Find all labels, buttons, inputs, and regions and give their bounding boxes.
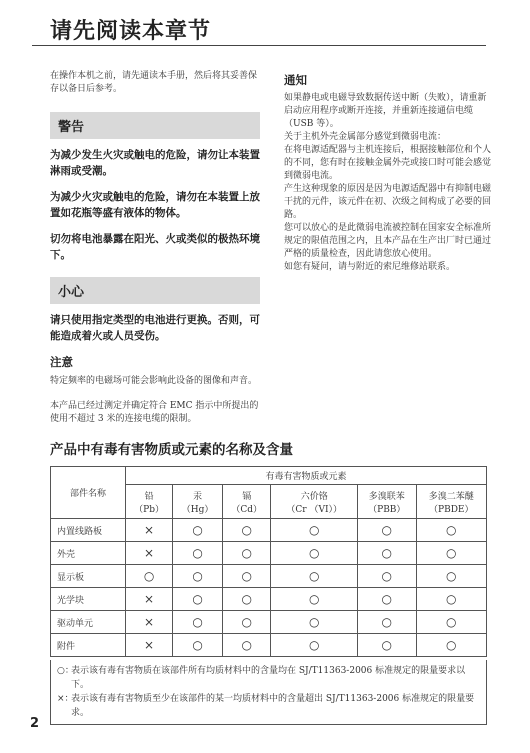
- part-name-cell: 显示板: [51, 565, 126, 588]
- part-name-header: 部件名称: [51, 467, 126, 519]
- value-cell: ×: [126, 634, 173, 657]
- value-cell: ×: [126, 519, 173, 542]
- value-cell: ○: [173, 634, 223, 657]
- value-cell: ○: [416, 519, 486, 542]
- note-item: [57, 664, 480, 692]
- value-cell: ○: [271, 542, 358, 565]
- table-notes: [50, 660, 487, 725]
- value-cell: ○: [271, 611, 358, 634]
- warning-item: 为减少发生火灾或触电的危险，请勿让本装置淋雨或受潮。: [50, 149, 260, 177]
- value-cell: ○: [358, 519, 417, 542]
- value-cell: ○: [173, 542, 223, 565]
- value-cell: ×: [126, 611, 173, 634]
- value-cell: ○: [173, 519, 223, 542]
- note-mark: ○：: [57, 666, 74, 676]
- value-cell: ○: [223, 542, 271, 565]
- note-text: 表示该有毒有害物质在该部件所有均质材料中的含量均在 SJ/T11363-2006 标准规定的限量要求以下。: [71, 666, 466, 690]
- column-header: 汞 （Hg）: [173, 485, 223, 519]
- value-cell: ○: [271, 565, 358, 588]
- value-cell: ○: [416, 565, 486, 588]
- attention-item: 特定频率的电磁场可能会影响此设备的图像和声音。: [50, 376, 258, 386]
- table-row: [51, 542, 487, 565]
- value-cell: ○: [358, 611, 417, 634]
- table-row: [51, 519, 487, 542]
- caution-text: 请只使用指定类型的电池进行更换。否则，可能造成着火或人员受伤。: [50, 314, 260, 342]
- notice-paragraph: 产生这种现象的原因是因为电源适配器中有抑制电磁干扰的元件，该元件在初、次级之间构成了必要的回路。: [284, 184, 492, 220]
- value-cell: ○: [173, 588, 223, 611]
- group-header: 有毒有害物质或元素: [126, 467, 487, 485]
- notice-paragraph: 您可以放心的是此微弱电流被控制在国家安全标准所规定的限值范围之内，且本产品在生产出厂时已通过严格的质量检查，因此请您放心使用。: [284, 223, 492, 259]
- notice-paragraph: 关于主机外壳金属部分感觉到微弱电流：: [284, 132, 447, 142]
- value-cell: ○: [271, 588, 358, 611]
- column-header: 镉 （Cd）: [223, 485, 271, 519]
- table-row: [51, 565, 487, 588]
- note-text: 表示该有毒有害物质至少在该部件的某一均质材料中的含量超出 SJ/T11363-2006 标准规定的限量要求。: [71, 694, 475, 718]
- column-header: 多溴联苯 （PBB）: [358, 485, 417, 519]
- column-header: 多溴二苯醚 （PBDE）: [416, 485, 486, 519]
- value-cell: ○: [358, 588, 417, 611]
- table-title: 产品中有毒有害物质或元素的名称及含量: [50, 442, 293, 458]
- value-cell: ○: [271, 634, 358, 657]
- page-number: 2: [30, 716, 40, 731]
- part-name-cell: 内置线路板: [51, 519, 126, 542]
- hazardous-substances-table: [50, 466, 487, 657]
- table-row: [51, 588, 487, 611]
- value-cell: ○: [416, 542, 486, 565]
- attention-heading: 注意: [50, 355, 73, 369]
- note-mark: ×：: [57, 694, 74, 704]
- value-cell: ○: [173, 611, 223, 634]
- intro-text: 在操作本机之前，请先通读本手册，然后将其妥善保存以备日后参考。: [50, 71, 258, 94]
- value-cell: ○: [223, 634, 271, 657]
- right-column: [284, 72, 494, 274]
- value-cell: ○: [271, 519, 358, 542]
- table-row: [51, 611, 487, 634]
- part-name-cell: 光学块: [51, 588, 126, 611]
- notice-paragraph: 如果静电或电磁导致数据传送中断（失败），请重新启动应用程序或断开连接，并重新连接通信电缆（USB 等）。: [284, 93, 487, 129]
- value-cell: ○: [173, 565, 223, 588]
- warning-item: 为减少火灾或触电的危险，请勿在本装置上放置如花瓶等盛有液体的物体。: [50, 191, 260, 219]
- part-name-cell: 外壳: [51, 542, 126, 565]
- value-cell: ○: [223, 519, 271, 542]
- part-name-cell: 驱动单元: [51, 611, 126, 634]
- attention-item: 本产品已经过测定并确定符合 EMC 指示中所提出的使用不超过 3 米的连接电缆的限制。: [50, 401, 259, 424]
- left-column: [50, 70, 260, 426]
- value-cell: ○: [416, 611, 486, 634]
- page-title: 请先阅读本章节: [50, 19, 212, 44]
- title-divider: [32, 45, 486, 46]
- notice-paragraph: 在将电源适配器与主机连接后，根据接触部位和个人的不同，您有时在接触金属外壳或接口时可能会感觉到微弱电流。: [284, 145, 492, 181]
- value-cell: ○: [416, 634, 486, 657]
- value-cell: ○: [358, 565, 417, 588]
- caution-heading: 小心: [50, 277, 260, 304]
- value-cell: ○: [223, 565, 271, 588]
- table-row: [51, 634, 487, 657]
- value-cell: ○: [358, 542, 417, 565]
- note-item: [57, 692, 480, 720]
- notice-paragraph: 如您有疑问，请与附近的索尼维修站联系。: [284, 262, 456, 272]
- column-header: 铅 （Pb）: [126, 485, 173, 519]
- value-cell: ○: [223, 588, 271, 611]
- value-cell: ○: [126, 565, 173, 588]
- value-cell: ○: [416, 588, 486, 611]
- warning-item: 切勿将电池暴露在阳光、火或类似的极热环境下。: [50, 233, 260, 261]
- value-cell: ×: [126, 542, 173, 565]
- warning-heading: 警告: [50, 112, 260, 139]
- notice-heading: 通知: [284, 73, 307, 87]
- value-cell: ×: [126, 588, 173, 611]
- part-name-cell: 附件: [51, 634, 126, 657]
- column-header: 六价铬 （Cr （VI））: [271, 485, 358, 519]
- value-cell: ○: [358, 634, 417, 657]
- value-cell: ○: [223, 611, 271, 634]
